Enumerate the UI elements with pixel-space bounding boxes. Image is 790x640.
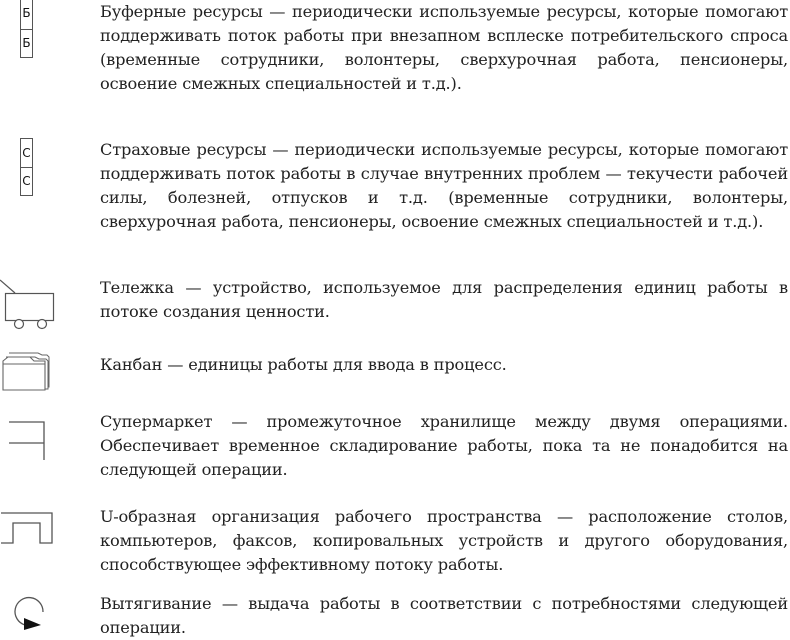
pull-arrow-icon: [0, 592, 50, 639]
buffer-resources-description: Буферные ресурсы — периодически используемые ресурсы, которые помогают поддерживать поток работы при внезапном всплеске потребительского спроса (временные сотрудники, волонтеры, сверхурочная работа, пенсионеры, освоение смежных специальностей и т.д.).: [100, 2, 788, 93]
safety-box-top: С: [20, 138, 33, 168]
u-shaped-layout-icon: [0, 505, 56, 545]
cart-description: Тележка — устройство, используемое для распределения единиц работы в потоке создания ценности.: [100, 278, 788, 321]
buffer-box-bottom: Б: [20, 30, 33, 58]
supermarket-icon: [0, 410, 50, 460]
safety-box-bottom: С: [20, 168, 33, 196]
supermarket-description: Супермаркет — промежуточное хранилище между двумя операциями. Обеспечивает временное складирование работы, пока та не понадобится на следующей операции.: [100, 412, 788, 479]
kanban-folder-icon: [0, 351, 56, 393]
safety-resources-icon: [20, 138, 33, 196]
buffer-box-top: Б: [20, 0, 33, 30]
kanban-description: Канбан — единицы работы для ввода в процесс.: [100, 355, 507, 374]
pull-description: Вытягивание — выдача работы в соответствии с потребностями следующей операции.: [100, 594, 788, 637]
safety-resources-description: Страховые ресурсы — периодически используемые ресурсы, которые помогают поддерживать поток работы в случае внутренних проблем — текучести рабочей силы, болезней, отпусков и т.д. (временные сотрудники, волонтеры, сверхурочная работа, пенсионеры, освоение смежных специальностей и т.д.).: [100, 140, 788, 231]
buffer-resources-icon: [20, 0, 33, 58]
u-shaped-layout-description: U-образная организация рабочего пространства — расположение столов, компьютеров, факсов, копировальных устройств и другого оборудования, способствующее эффективному потоку работы.: [100, 507, 788, 574]
cart-icon: [0, 276, 60, 332]
